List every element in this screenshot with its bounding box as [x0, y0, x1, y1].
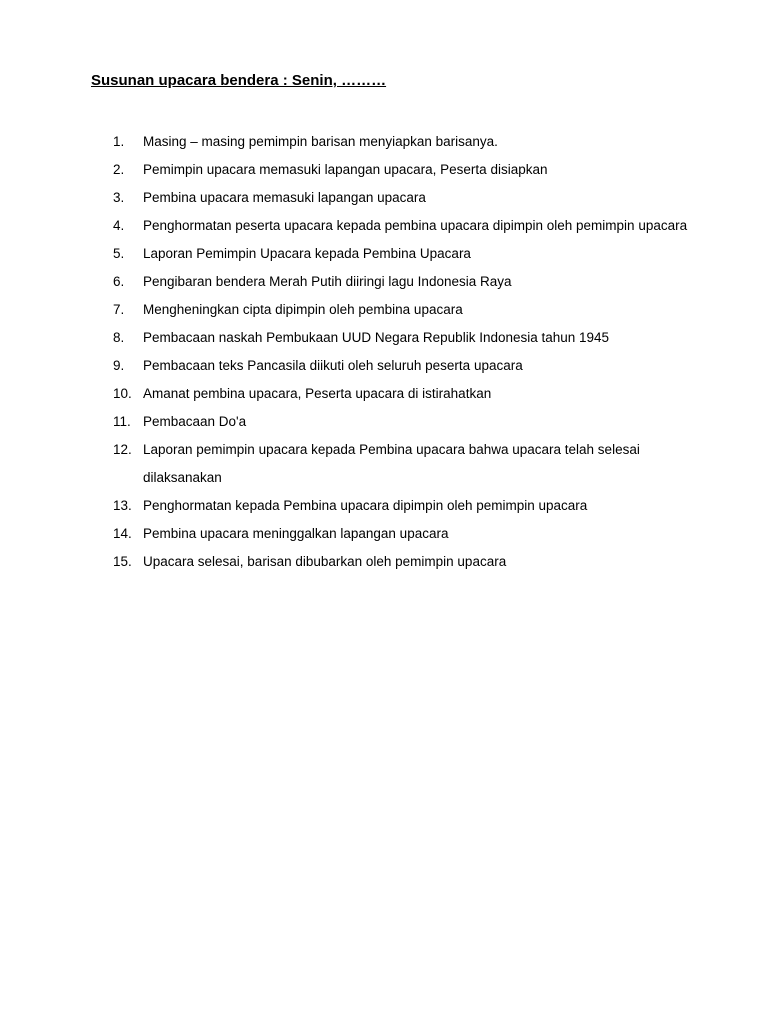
list-item	[0, 352, 768, 380]
list-item-number: 5.	[113, 246, 125, 261]
list-item-number: 8.	[113, 330, 125, 345]
list-item-text: Penghormatan peserta upacara kepada pembina upacara dipimpin oleh pemimpin upacara	[143, 218, 688, 233]
list-item	[0, 408, 768, 436]
list-item-number: 6.	[113, 274, 125, 289]
list-item-number: 4.	[113, 218, 125, 233]
document-title: Susunan upacara bendera : Senin, ………	[91, 72, 387, 89]
list-item	[0, 296, 768, 324]
list-item-text: Pembina upacara meninggalkan lapangan upacara	[143, 526, 449, 541]
list-item-text: Upacara selesai, barisan dibubarkan oleh pemimpin upacara	[143, 554, 507, 569]
list-item-number: 1.	[113, 134, 125, 149]
list-item-text: Pembacaan teks Pancasila diikuti oleh seluruh peserta upacara	[143, 358, 523, 373]
list-item	[0, 492, 768, 520]
list-item-text: Amanat pembina upacara, Peserta upacara di istirahatkan	[143, 386, 492, 401]
list-item-text: Masing – masing pemimpin barisan menyiapkan barisanya.	[143, 134, 498, 149]
list-item-number: 7.	[113, 302, 125, 317]
list-item	[0, 240, 768, 268]
list-item-text: Pengibaran bendera Merah Putih diiringi lagu Indonesia Raya	[143, 274, 512, 289]
list-item-number: 13.	[113, 498, 132, 513]
list-item	[0, 184, 768, 212]
list-item-text: Pembacaan naskah Pembukaan UUD Negara Republik Indonesia tahun 1945	[143, 330, 610, 345]
list-item	[0, 548, 768, 576]
list-item	[0, 268, 768, 296]
list-item-text: Laporan pemimpin upacara kepada Pembina upacara bahwa upacara telah selesai dilaksanakan	[143, 442, 640, 485]
ceremony-steps-list	[0, 128, 768, 576]
list-item	[0, 324, 768, 352]
list-item-text: Pembacaan Do'a	[143, 414, 247, 429]
list-item-text: Laporan Pemimpin Upacara kepada Pembina Upacara	[143, 246, 471, 261]
list-item-number: 2.	[113, 162, 125, 177]
list-item-number: 15.	[113, 554, 132, 569]
list-item-number: 12.	[113, 442, 132, 457]
list-item-number: 11.	[113, 414, 131, 429]
list-item-number: 14.	[113, 526, 132, 541]
list-item	[0, 520, 768, 548]
list-item-text: Pembina upacara memasuki lapangan upacara	[143, 190, 426, 205]
list-item	[0, 128, 768, 156]
list-item-text: Penghormatan kepada Pembina upacara dipimpin oleh pemimpin upacara	[143, 498, 588, 513]
list-item-number: 3.	[113, 190, 125, 205]
list-item-text: Pemimpin upacara memasuki lapangan upacara, Peserta disiapkan	[143, 162, 548, 177]
list-item-number: 10.	[113, 386, 132, 401]
list-item	[0, 212, 768, 240]
list-item	[0, 436, 768, 492]
list-item	[0, 380, 768, 408]
list-item-text: Mengheningkan cipta dipimpin oleh pembina upacara	[143, 302, 463, 317]
list-item-number: 9.	[113, 358, 125, 373]
list-item	[0, 156, 768, 184]
